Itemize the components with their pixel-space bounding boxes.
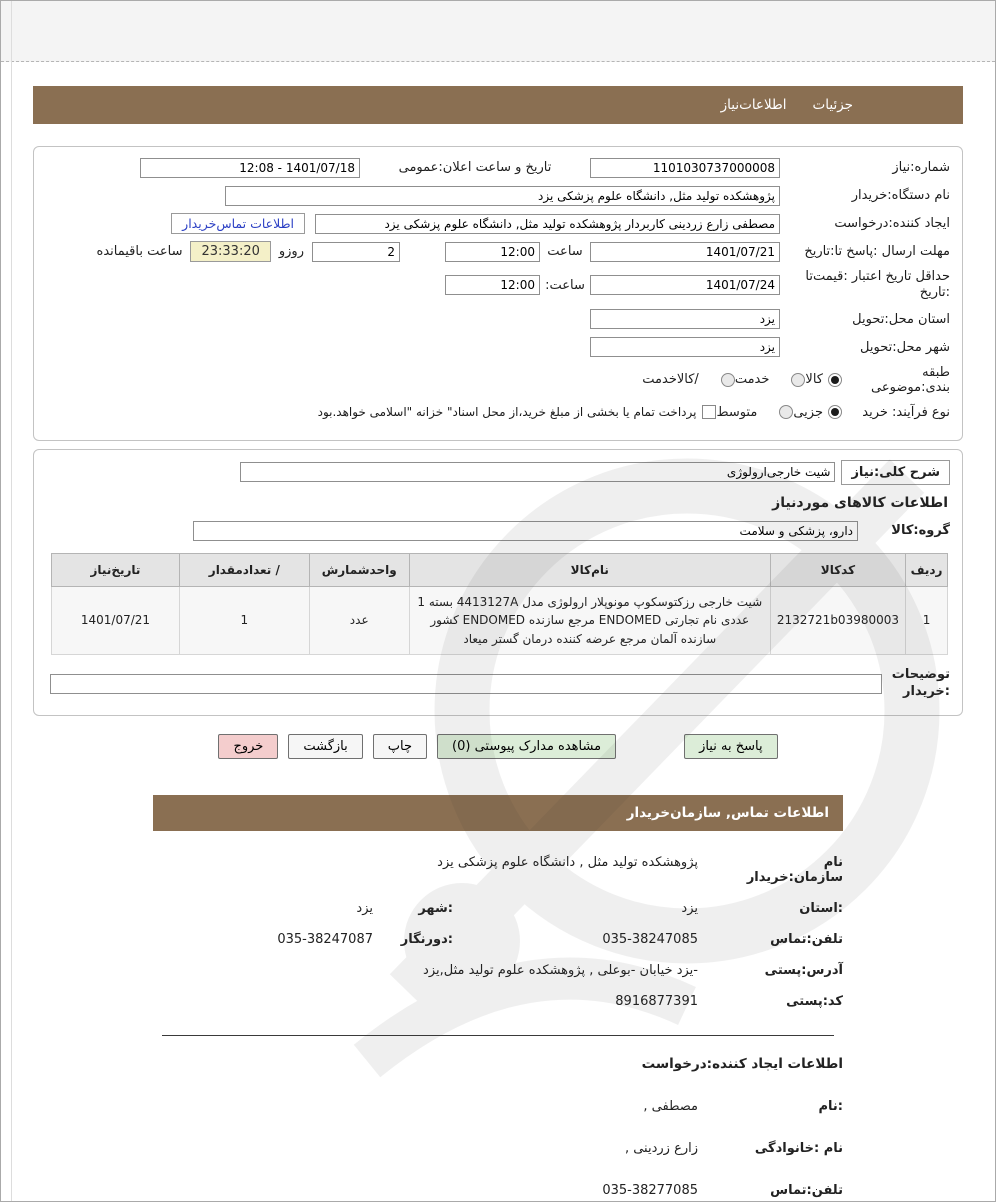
category-goods-service-radio[interactable] [721, 373, 735, 387]
row-price-validity [46, 269, 950, 302]
goods-group-label: گروه:کالا [891, 523, 950, 538]
announce-datetime-input[interactable] [140, 158, 360, 178]
row-need-description [46, 460, 950, 485]
row-response-deadline [46, 241, 950, 262]
announce-label: تاریخ و ساعت اعلان:عمومی [398, 160, 552, 175]
delivery-city-input[interactable] [590, 337, 780, 357]
contact-fax-value: 035-38247087 [277, 932, 373, 948]
creator-name-value: مصطفی , [643, 1099, 698, 1115]
countdown-timer: 23:33:20 [190, 241, 270, 262]
deadline-label: مهلت ارسال :پاسخ تا:تاریخ [804, 244, 950, 259]
row-postal-address [153, 963, 843, 978]
row-province-city [153, 901, 843, 916]
creator-name-label: :نام [818, 1099, 843, 1115]
org-name-value: پژوهشکده تولید مثل , دانشگاه علوم پزشکی یزد [437, 855, 698, 871]
contact-phone-value: 035-38247085 [602, 932, 698, 948]
row-creator-name [153, 1099, 843, 1114]
buyer-org-label: نام دستگاه:خریدار [851, 188, 950, 203]
goods-panel [33, 449, 963, 717]
cell-item-code: 2132721b03980003 [770, 586, 905, 655]
buyer-contact-link[interactable]: اطلاعات تماس‌خریدار [171, 213, 305, 234]
contact-province-value: یزد [681, 901, 698, 917]
creator-phone-value: 035-38277085 [602, 1183, 698, 1199]
print-button[interactable]: چاپ [373, 734, 427, 759]
row-org-name [153, 855, 843, 885]
cell-need-date: 1401/07/21 [52, 586, 180, 655]
contact-section [153, 855, 843, 1009]
buyer-notes-input[interactable] [50, 674, 882, 694]
goods-table [51, 553, 948, 656]
col-header-need-date: تاریخ‌نیاز [52, 553, 180, 586]
process-medium-label: متوسط [716, 404, 758, 420]
need-form-panel [33, 146, 963, 441]
category-goods-service-label: /کالاخدمت [642, 372, 699, 387]
top-strip [1, 1, 995, 62]
row-buyer-org [46, 185, 950, 206]
back-button[interactable]: بازگشت [288, 734, 362, 759]
row-postal-code [153, 994, 843, 1009]
row-subject-category [46, 365, 950, 395]
process-minor-radio[interactable] [828, 405, 842, 419]
postal-code-label: کد:پستی [786, 994, 843, 1010]
cell-quantity: 1 [179, 586, 309, 655]
contact-city-value: یزد [356, 901, 373, 917]
creator-section-title: اطلاعات ایجاد کننده:درخواست [641, 1056, 843, 1073]
delivery-province-input[interactable] [590, 309, 780, 329]
need-description-input[interactable] [240, 462, 835, 482]
col-header-item-name: نام‌کالا [409, 553, 770, 586]
row-need-number [46, 157, 950, 178]
contact-fax-label: :دورنگار [400, 932, 453, 948]
creator-phone-label: تلفن:تماس [770, 1183, 843, 1199]
row-creator-family [153, 1141, 843, 1156]
creator-section [153, 1099, 843, 1198]
need-description-label: شرح کلی:نیاز [841, 460, 950, 485]
col-header-unit: واحدشمارش [309, 553, 409, 586]
tab-bar [33, 86, 963, 124]
creator-family-label: نام :خانوادگی [754, 1141, 843, 1157]
buyer-notes-label [888, 667, 950, 701]
buyer-notes-label-line2: :خریدار [903, 684, 950, 700]
remaining-days-input[interactable] [312, 242, 400, 262]
row-delivery-city [46, 337, 950, 358]
deadline-time-input[interactable] [445, 242, 540, 262]
process-type-label: نوع فرآیند: خرید [862, 404, 950, 420]
request-creator-input[interactable] [315, 214, 780, 234]
buyer-notes-label-line1: توضیحات [891, 667, 950, 683]
goods-table-row [52, 586, 948, 655]
need-number-label: شماره:نیاز [892, 160, 950, 175]
section-divider [162, 1035, 834, 1036]
validity-label-line2: :تاریخ [919, 285, 950, 301]
goods-group-input[interactable] [193, 521, 858, 541]
category-service-label: خدمت [734, 372, 770, 387]
process-medium-radio[interactable] [779, 405, 793, 419]
col-header-row-number: ردیف [906, 553, 948, 586]
validity-time-input[interactable] [445, 275, 540, 295]
postal-address-value: -یزد خیابان -بوعلی , پژوهشکده علوم تولید مثل,یزد [423, 963, 698, 979]
need-number-input[interactable] [590, 158, 780, 178]
treasury-note-label: پرداخت تمام یا بخشی از مبلغ خرید،از محل اسناد" خزانه "اسلامی خواهد.بود [317, 405, 697, 419]
deadline-date-input[interactable] [590, 242, 780, 262]
validity-hour-label: ساعت: [545, 277, 585, 293]
process-minor-label: جزیی [793, 404, 823, 420]
goods-section-title: اطلاعات کالاهای موردنیاز [772, 494, 948, 511]
postal-address-label: آدرس:پستی [764, 963, 843, 979]
postal-code-value: 8916877391 [615, 994, 698, 1010]
validity-label [780, 269, 950, 302]
goods-table-header-row [52, 553, 948, 586]
buyer-org-input[interactable] [225, 186, 780, 206]
row-process-type [46, 402, 950, 423]
treasury-payment-checkbox[interactable] [702, 405, 716, 419]
left-guide-line [11, 1, 12, 1201]
remaining-hours-label: ساعت باقیمانده [96, 244, 183, 259]
cell-row-number: 1 [906, 586, 948, 655]
delivery-province-label: استان محل:تحویل [852, 311, 950, 327]
delivery-city-label: شهر محل:تحویل [860, 339, 950, 355]
contact-section-header [153, 795, 843, 831]
contact-phone-label: تلفن:تماس [770, 932, 843, 948]
category-goods-radio[interactable] [828, 373, 842, 387]
view-attachments-button[interactable]: مشاهده مدارک پیوستی (0) [437, 734, 616, 759]
deadline-hour-label: ساعت [547, 244, 583, 259]
row-creator-phone [153, 1183, 843, 1198]
cell-unit: عدد [309, 586, 409, 655]
exit-button[interactable]: خروج [218, 734, 278, 759]
col-header-item-code: کدکالا [770, 553, 905, 586]
col-header-quantity: / تعدادمقدار [179, 553, 309, 586]
request-creator-label: ایجاد کننده:درخواست [834, 216, 950, 231]
validity-date-input[interactable] [590, 275, 780, 295]
tab-need-info[interactable]: اطلاعات‌نیاز [720, 97, 787, 113]
contact-section-title: اطلاعات تماس, سازمان‌خریدار [626, 805, 829, 822]
validity-label-line1: حداقل تاریخ اعتبار :قیمت‌تا [805, 269, 950, 284]
category-service-radio[interactable] [791, 373, 805, 387]
row-phone-fax [153, 932, 843, 947]
row-buyer-notes [46, 667, 950, 701]
tab-details[interactable]: جزئیات [812, 97, 853, 113]
creator-family-value: زارع زردینی , [624, 1141, 698, 1157]
subject-category-label: طبقه بندی:موضوعی [871, 364, 950, 395]
days-suffix-label: روزو [278, 244, 304, 259]
row-request-creator [46, 213, 950, 234]
action-button-row [1, 734, 995, 759]
row-delivery-province [46, 309, 950, 330]
org-name-label: نام سازمان:خریدار [746, 855, 843, 886]
contact-province-label: :استان [799, 901, 843, 917]
row-goods-group [46, 521, 950, 541]
contact-city-label: :شهر [418, 901, 453, 917]
cell-item-name: شیت خارجی رزکتوسکوپ مونوپلار ارولوژی مدل 4413127A بسته 1 عددی نام تجارتی ENDOMED مرجع سازنده ENDOMED کشور سازنده آلمان مرجع عرضه کننده درمان گستر میعاد [409, 586, 770, 655]
respond-to-need-button[interactable]: پاسخ به نیاز [684, 734, 778, 759]
category-goods-label: کالا [805, 372, 823, 387]
